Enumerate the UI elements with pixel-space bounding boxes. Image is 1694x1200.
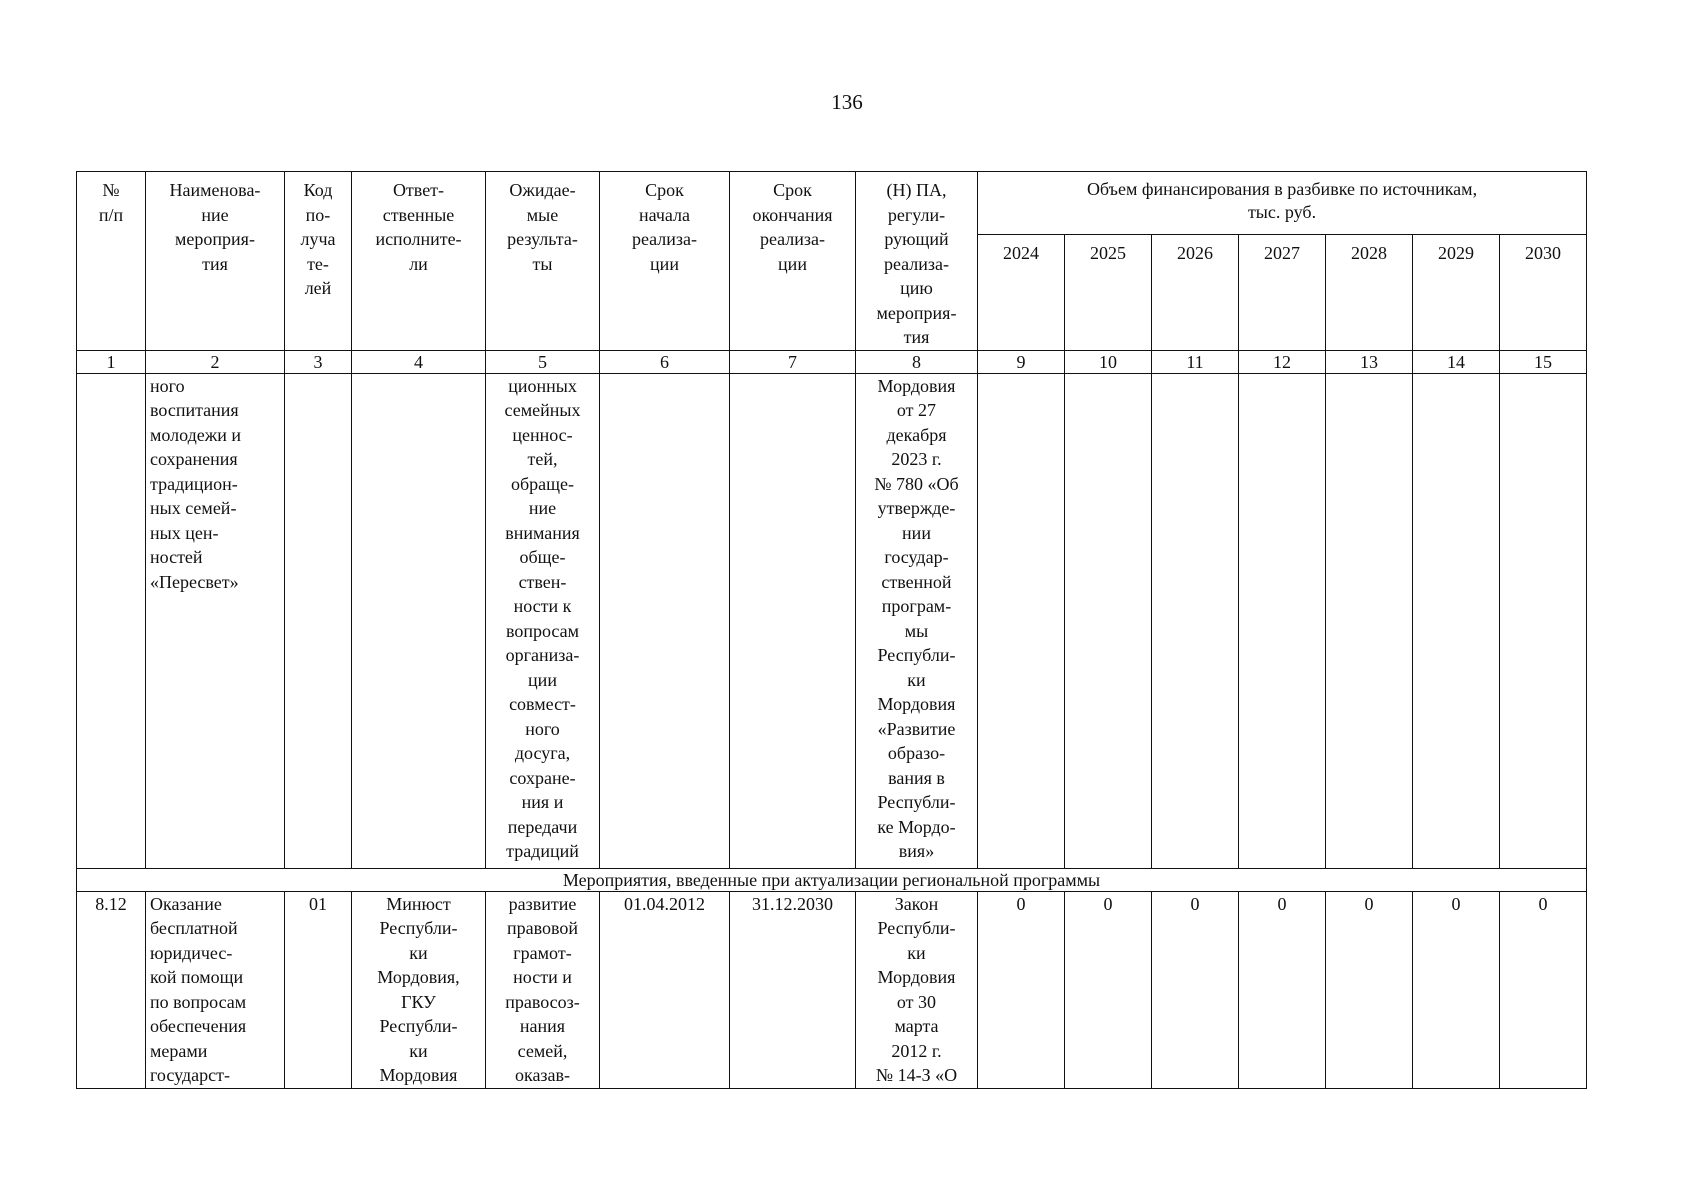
cell-code: 01 [285, 891, 352, 1088]
cell-npa: Мордовия от 27 декабря 2023 г. № 780 «Об утвержде- нии государ- ственной програм- мы Республи- ки Мордовия «Развитие образо- вания в Республи- ке Мордо- вия» [856, 373, 978, 868]
cell-end: 31.12.2030 [730, 891, 856, 1088]
cell-results: ционных семейных ценнос- тей, обраще- ние внимания обще- ствен- ности к вопросам организа- ции совмест- ного досуга, сохране- ния и передачи традиций [486, 373, 600, 868]
header-year: 2026 [1152, 235, 1239, 351]
column-number: 1 [77, 350, 146, 373]
section-title: Мероприятия, введенные при актуализации региональной программы [77, 868, 1587, 891]
header-name: Наименова- ние мероприя- тия [146, 172, 285, 351]
cell-results: развитие правовой грамот- ности и правосоз- нания семей, оказав- [486, 891, 600, 1088]
header-code: Код по- луча те- лей [285, 172, 352, 351]
cell-code [285, 373, 352, 868]
column-number: 14 [1413, 350, 1500, 373]
column-number: 3 [285, 350, 352, 373]
cell-fin [1239, 373, 1326, 868]
cell-num: 8.12 [77, 891, 146, 1088]
column-number: 2 [146, 350, 285, 373]
column-number: 7 [730, 350, 856, 373]
column-number: 6 [600, 350, 730, 373]
cell-fin: 0 [1326, 891, 1413, 1088]
header-executors: Ответ- ственные исполните- ли [352, 172, 486, 351]
cell-name: Оказание бесплатной юридичес- кой помощи по вопросам обеспечения мерами государст- [146, 891, 285, 1088]
cell-fin: 0 [1413, 891, 1500, 1088]
cell-fin [978, 373, 1065, 868]
header-end: Срок окончания реализа- ции [730, 172, 856, 351]
page-number: 136 [831, 90, 863, 114]
cell-start: 01.04.2012 [600, 891, 730, 1088]
cell-num [77, 373, 146, 868]
cell-fin [1152, 373, 1239, 868]
cell-fin [1500, 373, 1587, 868]
cell-fin: 0 [1500, 891, 1587, 1088]
cell-name: ного воспитания молодежи и сохранения традицион- ных семей- ных цен- ностей «Пересвет» [146, 373, 285, 868]
header-year: 2030 [1500, 235, 1587, 351]
column-number: 5 [486, 350, 600, 373]
cell-npa: Закон Республи- ки Мордовия от 30 марта 2012 г. № 14-З «О [856, 891, 978, 1088]
header-npa: (Н) ПА, регули- рующий реализа- цию мероприя- тия [856, 172, 978, 351]
table-row [77, 373, 1587, 868]
cell-fin: 0 [978, 891, 1065, 1088]
table-row [77, 891, 1587, 1088]
header-year: 2024 [978, 235, 1065, 351]
cell-executors: Минюст Республи- ки Мордовия, ГКУ Республи- ки Мордовия [352, 891, 486, 1088]
cell-fin: 0 [1065, 891, 1152, 1088]
header-row [77, 172, 1587, 235]
column-number: 11 [1152, 350, 1239, 373]
header-num: № п/п [77, 172, 146, 351]
cell-end [730, 373, 856, 868]
column-number: 4 [352, 350, 486, 373]
column-number: 13 [1326, 350, 1413, 373]
header-year: 2027 [1239, 235, 1326, 351]
header-start: Срок начала реализа- ции [600, 172, 730, 351]
cell-fin: 0 [1239, 891, 1326, 1088]
column-number: 9 [978, 350, 1065, 373]
cell-fin [1413, 373, 1500, 868]
column-number: 12 [1239, 350, 1326, 373]
cell-fin: 0 [1152, 891, 1239, 1088]
header-year: 2028 [1326, 235, 1413, 351]
column-number: 10 [1065, 350, 1152, 373]
cell-start [600, 373, 730, 868]
cell-fin [1065, 373, 1152, 868]
cell-fin [1326, 373, 1413, 868]
cell-executors [352, 373, 486, 868]
header-results: Ожидае- мые результа- ты [486, 172, 600, 351]
column-number-row [77, 350, 1587, 373]
column-number: 8 [856, 350, 978, 373]
section-row [77, 868, 1587, 891]
header-year: 2029 [1413, 235, 1500, 351]
header-year: 2025 [1065, 235, 1152, 351]
measures-table [76, 171, 1587, 1089]
column-number: 15 [1500, 350, 1587, 373]
header-financing: Объем финансирования в разбивке по источникам, тыс. руб. [978, 172, 1587, 235]
